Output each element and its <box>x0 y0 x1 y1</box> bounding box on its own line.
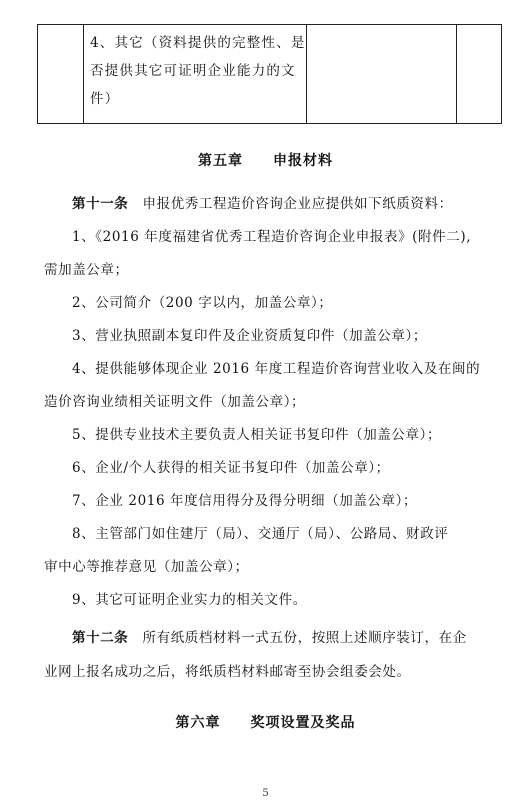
chapter-6-title: 第六章 奖项设置及奖品 <box>175 715 356 731</box>
page-number: 5 <box>262 788 269 799</box>
item-8-line-1: 8、主管部门如住建厅（局）、交通厅（局）、公路局、财政评 <box>72 526 449 542</box>
item-8-line-2: 审中心等推荐意见（加盖公章）； <box>44 559 249 575</box>
item-9: 9、其它可证明企业实力的相关文件。 <box>72 592 307 608</box>
article-11-text: 申报优秀工程造价咨询企业应提供如下纸质资料： <box>128 196 453 212</box>
article-12-lead: 第十二条 <box>72 630 129 646</box>
item-1-line-2: 需加盖公章； <box>44 262 129 278</box>
table-cell-index <box>38 25 84 124</box>
item-4-line-2: 造价咨询业绩相关证明文件（加盖公章）； <box>44 394 306 410</box>
table-cell-note <box>457 25 502 124</box>
table-cell-criteria <box>84 25 307 124</box>
item-3: 3、营业执照副本复印件及企业资质复印件（加盖公章）； <box>72 328 427 344</box>
chapter-5-title: 第五章 申报材料 <box>198 153 333 169</box>
article-11-lead: 第十一条 <box>72 196 129 212</box>
article-12-text-1: 所有纸质档材料一式五份，按照上述顺序装订，在企 <box>128 630 467 646</box>
item-6: 6、企业/个人获得的相关证书复印件（加盖公章）； <box>72 460 390 476</box>
item-7: 7、企业 2016 年度信用得分及得分明细（加盖公章）； <box>72 493 418 509</box>
article-12-line-2: 业网上报名成功之后，将纸质档材料邮寄至协会组委会处。 <box>44 664 411 680</box>
article-11 <box>72 192 453 212</box>
table-cell-score <box>307 25 457 124</box>
criteria-line: 否提供其它可证明企业能力的文 <box>90 63 296 79</box>
item-5: 5、提供专业技术主要负责人相关证书复印件（加盖公章）； <box>72 427 442 443</box>
criteria-line: 件） <box>90 91 120 107</box>
criteria-table-fragment <box>37 24 497 124</box>
criteria-table <box>37 24 502 124</box>
item-1-line-1: 1、《2016 年度福建省优秀工程造价咨询企业申报表》(附件二), <box>72 229 472 245</box>
criteria-line: 4、其它（资料提供的完整性、是 <box>90 35 306 51</box>
article-12-line-1 <box>72 626 467 646</box>
item-2: 2、公司简介（200 字以内，加盖公章）； <box>72 295 333 311</box>
table-row <box>38 25 502 124</box>
item-4-line-1: 4、提供能够体现企业 2016 年度工程造价咨询营业收入及在闽的 <box>72 361 481 377</box>
